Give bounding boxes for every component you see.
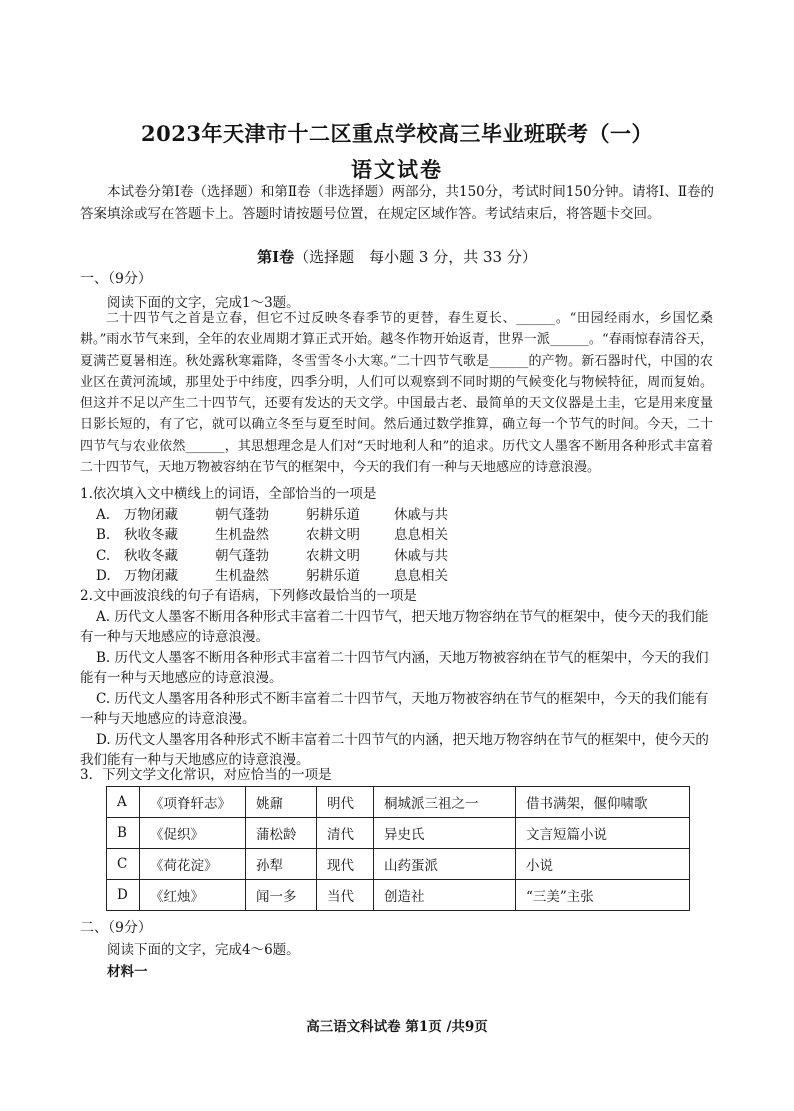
table-row	[107, 880, 690, 911]
table-cell: 蒲松龄	[246, 818, 317, 849]
section-two-label: 二、（9分）	[80, 920, 152, 936]
option-row	[96, 505, 715, 526]
option-label: B.	[96, 527, 111, 543]
section-one-label: 一、（9分）	[80, 271, 152, 287]
option-word: 躬耕乐道	[306, 506, 360, 523]
question-1-options	[80, 505, 715, 587]
table-cell: 孙犁	[246, 849, 317, 880]
table-cell: D	[107, 880, 140, 911]
table-cell: 《荷花淀》	[140, 849, 246, 880]
table-cell: 借书满架，偃仰啸歌	[516, 787, 690, 818]
option-row	[96, 546, 715, 567]
question-2-title: 2.文中画波浪线的句子有语病，下列修改最恰当的一项是	[80, 588, 417, 604]
question-1	[80, 484, 715, 587]
table-cell: A	[107, 787, 140, 818]
table-cell: 创造社	[374, 880, 516, 911]
part-one-note: （选择题 每小题 3 分，共 33 分）	[294, 248, 537, 266]
table-row	[107, 818, 690, 849]
option-label: A.	[96, 506, 111, 523]
option-word: 休戚与共	[394, 547, 448, 564]
table-cell: 闻一多	[246, 880, 317, 911]
question-2-option-c: C. 历代文人墨客用各种形式不断丰富着二十四节气，天地万物被容纳在节气的框架中，今天的我们能有一种与天地感应的诗意浪漫。	[80, 690, 709, 727]
table-cell: 现代	[317, 849, 374, 880]
question-2-option-d: D. 历代文人墨客用各种形式不断丰富着二十四节气的内涵，把天地万物容纳在节气的框架中，使今天的我们能有一种与天地感应的诗意浪漫。	[80, 731, 709, 768]
exam-instructions	[80, 181, 715, 225]
table-cell: 小说	[516, 849, 690, 880]
table-cell: 《促织》	[140, 818, 246, 849]
option-word: 秋收冬藏	[124, 547, 178, 564]
option-word: 躬耕乐道	[306, 568, 360, 584]
exam-title: 2023年天津市十二区重点学校高三毕业班联考（一）	[141, 121, 653, 146]
table-cell: 《项脊轩志》	[140, 787, 246, 818]
option-word: 万物闭藏	[124, 568, 178, 584]
question-2-option-a: A. 历代文人墨客不断用各种形式丰富着二十四节气，把天地万物容纳在节气的框架中，使今天的我们能有一种与天地感应的诗意浪漫。	[80, 608, 709, 645]
option-word: 息息相关	[394, 527, 448, 543]
option-label: D.	[96, 568, 111, 584]
table-cell: 清代	[317, 818, 374, 849]
option-word: 生机盎然	[215, 568, 269, 584]
page-footer: 高三语文科试卷 第1页 /共9页	[306, 1019, 488, 1035]
material-one-label: 材料一	[107, 964, 148, 980]
literature-table	[106, 786, 690, 911]
table-cell: 明代	[317, 787, 374, 818]
reading-passage	[80, 308, 713, 478]
question-2-option-b: B. 历代文人墨客不断用各种形式丰富着二十四节气内涵，天地万物被容纳在节气的框架中，今天的我们能有一种与天地感应的诗意浪漫。	[80, 649, 709, 686]
table-cell: 当代	[317, 880, 374, 911]
part-one-heading	[0, 246, 794, 267]
table-cell: 姚鼐	[246, 787, 317, 818]
instructions-paragraph: 本试卷分第Ⅰ卷（选择题）和第Ⅱ卷（非选择题）两部分，共150分，考试时间150分钟。请将Ⅰ、Ⅱ卷的答案填涂或写在答题卡上。答题时请按题号位置，在规定区域作答。考试结束后，将答题卡交回。	[80, 184, 715, 222]
table-cell: C	[107, 849, 140, 880]
question-1-title: 1.依次填入文中横线上的词语，全部恰当的一项是	[80, 486, 377, 502]
option-word: 朝气蓬勃	[215, 547, 269, 564]
table-row	[107, 849, 690, 880]
exam-subject: 语文试卷	[351, 157, 443, 182]
passage-paragraph: 二十四节气之首是立春，但它不过反映冬春季节的更替，春生夏长、______。“田园经雨水，乡国忆桑耕。”雨水节气来到，全年的农业周期才算正式开始。越冬作物开始返青，世界一派______。“春雨惊春清谷天，夏满芒夏暑相连。秋处露秋寒霜降，冬雪雪冬小大寒。”二十四节气歌是______的产物。新石器时代，中国的农业区在黄河流域，那里处于中纬度，四季分明，人们可以观察到不同时期的气候变化与物候特征，周而复始。但这并不足以产生二十四节气，还要有发达的天文学。中国最古老、最简单的天文仪器是土圭，它是用来度量日影长短的，有了它，就可以确立冬至与夏至时间。然后通过数学推算，确立每一个节气的时间。今天，二十四节气与农业依然______，其思想理念是人们对“天时地利人和”的追求。历代文人墨客不断用各种形式丰富着二十四节气，天地万物被容纳在节气的框架中，今天的我们有一种与天地感应的诗意浪漫。	[80, 311, 713, 476]
option-word: 生机盎然	[215, 527, 269, 543]
option-word: 秋收冬藏	[124, 527, 178, 543]
option-word: 农耕文明	[306, 547, 360, 564]
table-cell: “三美”主张	[516, 880, 690, 911]
option-word: 农耕文明	[306, 527, 360, 543]
table-cell: 异史氏	[374, 818, 516, 849]
option-row	[96, 525, 715, 546]
section-two-lead: 阅读下面的文字，完成4～6题。	[107, 942, 300, 958]
table-cell: 《红烛》	[140, 880, 246, 911]
part-one-label: 第Ⅰ卷	[257, 248, 295, 266]
question-2	[80, 586, 715, 771]
option-word: 休戚与共	[394, 506, 448, 523]
table-cell: B	[107, 818, 140, 849]
table-row	[107, 787, 690, 818]
option-word: 万物闭藏	[124, 506, 178, 523]
option-word: 朝气蓬勃	[215, 506, 269, 523]
section-one-lead: 阅读下面的文字，完成1～3题。	[107, 295, 300, 311]
table-cell: 文言短篇小说	[516, 818, 690, 849]
option-label: C.	[96, 547, 111, 564]
option-row	[96, 566, 715, 587]
question-3-title: 3．下列文学文化常识，对应恰当的一项是	[80, 767, 332, 783]
table-cell: 山药蛋派	[374, 849, 516, 880]
option-word: 息息相关	[394, 568, 448, 584]
table-cell: 桐城派三祖之一	[374, 787, 516, 818]
